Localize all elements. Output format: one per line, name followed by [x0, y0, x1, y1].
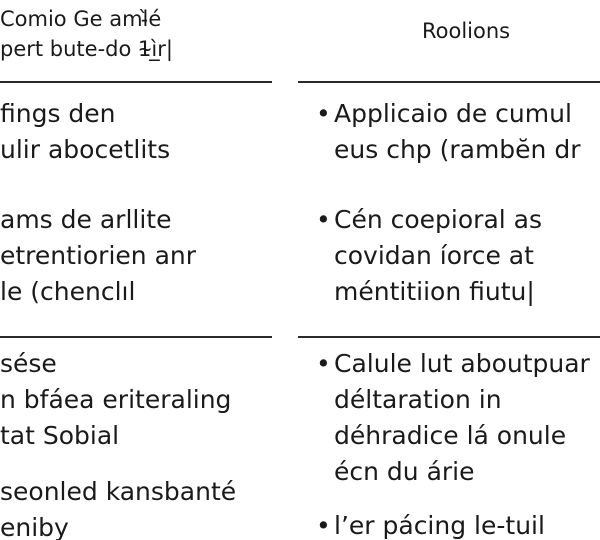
row-1-right-bullet-1: [316, 96, 600, 168]
header-left-line-2: pert bute-do 1̴ì̲r|: [0, 37, 173, 61]
text-line: eniby: [0, 513, 69, 540]
text-line: sése: [0, 349, 57, 378]
text-line: ulir abocetlits: [0, 135, 171, 164]
text-line: tat Sobial: [0, 421, 120, 450]
text-line: ams de arllite: [0, 205, 172, 234]
text-line: déhradice lá onule: [334, 421, 567, 450]
text-line: le (chenclıl: [0, 277, 136, 306]
text-line: Calule lut aboutpuar: [334, 349, 590, 378]
row-divider-right: [298, 336, 600, 338]
column-header-left: [0, 4, 280, 64]
row-divider-left: [0, 336, 272, 338]
text-line: eus chp (rambĕn dr: [334, 135, 581, 164]
text-line: méntitiion fiutu|: [334, 277, 535, 306]
bullet-icon: •: [316, 349, 331, 378]
text-line: écn du árie: [334, 457, 475, 486]
row-2-left-block-2: [0, 474, 275, 540]
header-divider-left: [0, 81, 272, 83]
row-2-right-bullet-2: [316, 508, 600, 540]
text-line: Cén coepioral as: [334, 205, 542, 234]
row-1-right-bullet-2: [316, 202, 600, 310]
row-1-left-block-1: [0, 96, 275, 168]
row-2-right-bullet-1: [316, 346, 600, 490]
text-line: covidan íorce at: [334, 241, 534, 270]
bullet-icon: •: [316, 99, 331, 128]
text-line: déltaration in: [334, 385, 502, 414]
row-2-left-block-1: [0, 346, 275, 454]
bullet-icon: •: [316, 511, 331, 540]
column-header-right: Roolions: [422, 19, 511, 43]
text-line: l’er pácing le-tuil: [334, 511, 545, 540]
header-left-line-1: Comio Ge aml̵̀é: [0, 7, 162, 31]
text-line: fings den: [0, 99, 116, 128]
text-line: etrentiorien anr: [0, 241, 197, 270]
text-line: n bfáea eriteraling: [0, 385, 232, 414]
header-divider-right: [298, 81, 600, 83]
row-1-left-block-2: [0, 202, 275, 310]
bullet-icon: •: [316, 205, 331, 234]
text-line: seonled kansbanté: [0, 477, 237, 506]
text-line: Applicaio de cumul: [334, 99, 572, 128]
